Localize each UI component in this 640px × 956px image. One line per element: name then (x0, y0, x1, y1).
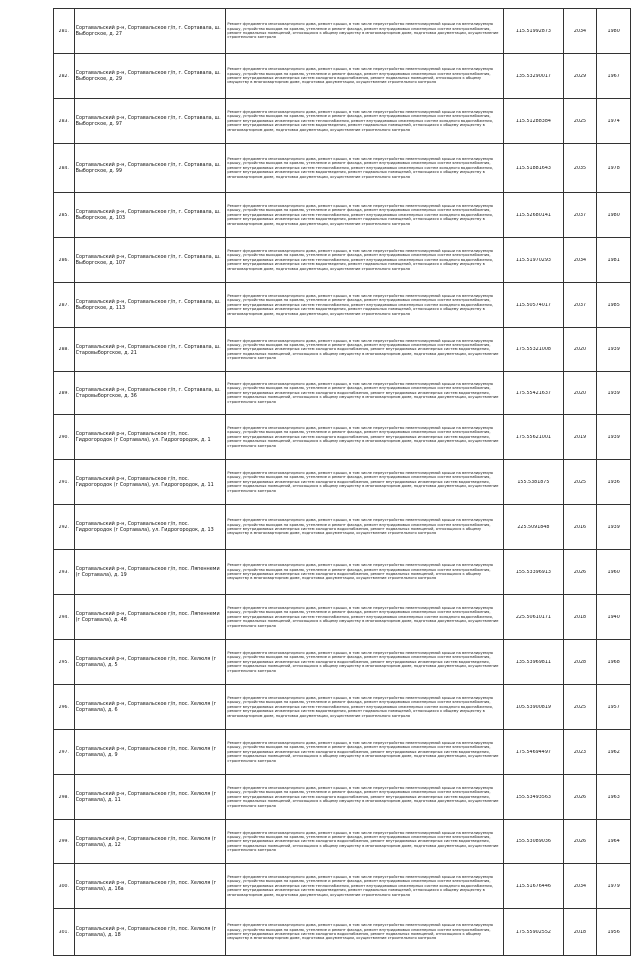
row-address-text: Сортавальский р-н, Сортавальское г/п, г. Сортавала, ш. Выборгское, д. 103 (75, 209, 221, 221)
row-address-text: Сортавальский р-н, Сортавальское г/п, пос. Гидрогородок (г Сортавала), ул. Гидрогородок, д. 1 (75, 431, 211, 443)
row-cost-text: 115.51288384 (515, 118, 551, 124)
row-cost (504, 775, 564, 820)
table-row (54, 460, 631, 505)
row-address (74, 9, 226, 54)
row-built-year-text: 1968 (607, 659, 620, 665)
row-cost (504, 595, 564, 640)
row-address-text: Сортавальский р-н, Сортавальское г/п, г. Сортавала, ш. Выборгское, д. 107 (75, 254, 221, 266)
row-planned-year (563, 460, 597, 505)
row-address (74, 550, 226, 595)
table-row (54, 730, 631, 775)
row-cost (504, 144, 564, 193)
row-number-text: 289. (58, 390, 69, 396)
row-built-year-text: 1974 (607, 118, 620, 124)
row-cost-text: 225.5091848 (517, 524, 550, 530)
row-works-text: Ремонт фундамента многоквартирного дома, ремонт крыши, в том числе переустройство невентилируемой крыши на вентилируемую крышу, устройство выходов на кровлю, утепление и ремонт фасада, ремонт внутридомовых инженерных систем электроснабжения, ремонт внутридомовых инженерных систем теплоснабжения, ремонт внутридомовых инженерных систем холодного водоснабжения, ремонт внутридомовых инженерных систем водоотведения, ремонт подвальных помещений, относящихся к общему имуществу в многоквартирном доме, подготовка документации, осуществление строительного контроля (227, 294, 494, 316)
row-cost (504, 640, 564, 685)
row-built-year (597, 238, 631, 283)
row-built-year-text: 1939 (607, 434, 620, 440)
row-planned-year-text: 2028 (573, 659, 587, 665)
row-cost-text: 155.53396913 (515, 569, 551, 575)
row-planned-year (563, 820, 597, 864)
row-address-text: Сортавальский р-н, Сортавальское г/п, г. Сортавала, ш. Выборгское, д. 97 (75, 115, 221, 127)
row-built-year (597, 820, 631, 864)
row-number-text: 294. (58, 614, 69, 620)
row-number (54, 460, 75, 505)
row-works-text: Ремонт фундамента многоквартирного дома, ремонт крыши, в том числе переустройство невентилируемой крыши на вентилируемую крышу, устройство выходов на кровлю, утепление и ремонт фасада, ремонт внутридомовых инженерных систем электроснабжения, ремонт внутридомовых инженерных систем теплоснабжения, ремонт внутридомовых инженерных систем холодного водоснабжения, ремонт внутридомовых инженерных систем водоотведения, ремонт подвальных помещений, относящихся к общему имуществу в многоквартирном доме, подготовка документации, осуществление строительного контроля (227, 875, 494, 897)
row-cost (504, 238, 564, 283)
row-works-text: Ремонт фундамента многоквартирного дома, ремонт крыши, в том числе переустройство невентилируемой крыши на вентилируемую крышу, устройство выходов на кровлю, утепление и ремонт фасада, ремонт внутридомовых инженерных систем электроснабжения, ремонт внутридомовых инженерных систем холодного водоснабжения, ремонт подвальных помещений, относящихся к общему имуществу в многоквартирном доме, подготовка документации, осуществление строительного контроля (227, 518, 494, 536)
row-planned-year-text: 2018 (573, 614, 587, 620)
table-row (54, 54, 631, 99)
row-cost-text: 115.51881643 (515, 165, 551, 171)
row-planned-year-text: 2026 (573, 839, 587, 844)
row-number-text: 300. (58, 883, 69, 889)
row-number-text: 287. (58, 302, 69, 308)
row-works (226, 505, 504, 550)
table-row (54, 193, 631, 238)
row-planned-year (563, 685, 597, 730)
row-cost (504, 193, 564, 238)
row-cost (504, 54, 564, 99)
table-row (54, 505, 631, 550)
row-planned-year-text: 2025 (573, 479, 587, 485)
row-cost-text: 135.53969811 (515, 659, 551, 665)
row-cost-text: 175.55321008 (515, 347, 551, 352)
row-cost-text: 105.53900819 (515, 704, 551, 710)
row-works (226, 415, 504, 460)
row-built-year-text: 1981 (607, 257, 620, 263)
row-address-text: Сортавальский р-н, Сортавальское г/п, г. Сортавала, ш. Выборгское, д. 29 (75, 70, 221, 82)
row-built-year (597, 99, 631, 144)
row-built-year (597, 415, 631, 460)
row-works (226, 460, 504, 505)
table-row (54, 640, 631, 685)
row-works-text: Ремонт фундамента многоквартирного дома, ремонт крыши, в том числе переустройство невентилируемой крыши на вентилируемую крышу, устройство выходов на кровлю, утепление и ремонт фасада, ремонт внутридомовых инженерных систем электроснабжения, ремонт внутридомовых инженерных систем теплоснабжения, ремонт внутридомовых инженерных систем холодного водоснабжения, ремонт подвальных помещений, относящихся к общему имуществу в многоквартирном доме, подготовка документации, осуществление строительного контроля (227, 606, 499, 628)
row-address-text: Сортавальский р-н, Сортавальское г/п, г. Сортавала, ш. Выборгское, д. 113 (75, 299, 221, 311)
table-row (54, 372, 631, 415)
row-works (226, 283, 504, 328)
row-built-year-text: 1939 (607, 347, 620, 352)
row-address-text: Сортавальский р-н, Сортавальское г/п, г. Сортавала, ш. Старовыборгское, д. 21 (75, 343, 221, 356)
row-address (74, 640, 226, 685)
row-address (74, 328, 226, 372)
row-number (54, 685, 75, 730)
row-works-text: Ремонт фундамента многоквартирного дома, ремонт крыши, в том числе переустройство невентилируемой крыши на вентилируемую крышу, устройство выходов на кровлю, утепление и ремонт фасада, ремонт внутридомовых инженерных систем электроснабжения, ремонт внутридомовых инженерных систем холодного водоснабжения, ремонт внутридомовых инженерных систем водоотведения, ремонт подвальных помещений, относящихся к общему имуществу в многоквартирном доме, подготовка документации, осуществление строительного контроля (227, 382, 499, 404)
row-number (54, 820, 75, 864)
row-planned-year (563, 730, 597, 775)
table-row (54, 238, 631, 283)
row-number (54, 54, 75, 99)
row-built-year-text: 1957 (607, 704, 620, 710)
row-works (226, 640, 504, 685)
row-cost-text: 175.55621001 (515, 434, 551, 440)
row-works-text: Ремонт фундамента многоквартирного дома, ремонт крыши, в том числе переустройство невентилируемой крыши на вентилируемую крышу, устройство выходов на кровлю, утепление и ремонт фасада, ремонт внутридомовых инженерных систем электроснабжения, ремонт внутридомовых инженерных систем холодного водоснабжения, ремонт внутридомовых инженерных систем водоотведения, ремонт подвальных помещений, относящихся к общему имуществу в многоквартирном доме, подготовка документации, осуществление строительного контроля (227, 741, 499, 763)
capital-repair-table (53, 8, 631, 956)
row-built-year (597, 640, 631, 685)
row-address (74, 415, 226, 460)
row-planned-year (563, 505, 597, 550)
row-cost (504, 460, 564, 505)
row-cost-text: 175.54694497 (515, 749, 551, 755)
row-built-year (597, 864, 631, 909)
row-number (54, 505, 75, 550)
row-planned-year (563, 864, 597, 909)
row-cost-text: 115.51970293 (515, 257, 551, 263)
table-row (54, 909, 631, 956)
row-planned-year-text: 2020 (573, 390, 587, 396)
row-planned-year (563, 193, 597, 238)
row-built-year (597, 909, 631, 956)
row-cost-text: 225.50610171 (515, 614, 551, 620)
row-works (226, 372, 504, 415)
row-address (74, 730, 226, 775)
row-number (54, 99, 75, 144)
row-works (226, 595, 504, 640)
row-number (54, 909, 75, 956)
row-cost-text: 115.50574017 (515, 302, 551, 308)
row-address (74, 54, 226, 99)
row-works (226, 864, 504, 909)
row-address (74, 685, 226, 730)
row-built-year (597, 595, 631, 640)
row-number (54, 9, 75, 54)
row-works-text: Ремонт фундамента многоквартирного дома, ремонт крыши, в том числе переустройство невентилируемой крыши на вентилируемую крышу, устройство выходов на кровлю, утепление и ремонт фасада, ремонт внутридомовых инженерных систем электроснабжения, ремонт внутридомовых инженерных систем теплоснабжения, ремонт внутридомовых инженерных систем холодного водоснабжения, ремонт внутридомовых инженерных систем водоотведения, ремонт подвальных помещений, относящихся к общему имуществу в многоквартирном доме, подготовка документации, осуществление строительного контроля (227, 110, 494, 132)
table-row (54, 415, 631, 460)
row-built-year-text: 1939 (607, 390, 620, 396)
row-cost (504, 283, 564, 328)
row-number-text: 291. (58, 479, 69, 485)
row-number (54, 864, 75, 909)
row-works (226, 144, 504, 193)
row-built-year (597, 550, 631, 595)
row-works-text: Ремонт фундамента многоквартирного дома, ремонт крыши, в том числе переустройство невентилируемой крыши на вентилируемую крышу, устройство выходов на кровлю, утепление и ремонт фасада, ремонт внутридомовых инженерных систем электроснабжения, ремонт внутридомовых инженерных систем холодного водоснабжения, ремонт подвальных помещений, относящихся к общему имуществу в многоквартирном доме, подготовка документации, осуществление строительного контроля (227, 923, 494, 941)
row-cost (504, 505, 564, 550)
row-works-text: Ремонт фундамента многоквартирного дома, ремонт крыши, в том числе переустройство невентилируемой крыши на вентилируемую крышу, устройство выходов на кровлю, утепление и ремонт фасада, ремонт внутридомовых инженерных систем электроснабжения, ремонт внутридомовых инженерных систем теплоснабжения, ремонт внутридомовых инженерных систем холодного водоснабжения, ремонт внутридомовых инженерных систем водоотведения, ремонт подвальных помещений, относящихся к общему имуществу в многоквартирном доме, подготовка документации, осуществление строительного контроля (227, 249, 494, 271)
row-number (54, 595, 75, 640)
row-planned-year-text: 2023 (573, 749, 587, 755)
row-planned-year-text: 2034 (573, 257, 587, 263)
row-built-year-text: 1962 (607, 749, 620, 755)
table-row (54, 283, 631, 328)
row-number (54, 144, 75, 193)
row-cost (504, 9, 564, 54)
row-cost-text: 155.53493563 (515, 794, 551, 800)
row-address-text: Сортавальский р-н, Сортавальское г/п, пос. Гидрогородок (г Сортавала), ул. Гидрогородок, д. 11 (75, 476, 214, 488)
row-planned-year-text: 2034 (573, 28, 587, 34)
row-works-text: Ремонт фундамента многоквартирного дома, ремонт крыши, в том числе переустройство невентилируемой крыши на вентилируемую крышу, устройство выходов на кровлю, утепление и ремонт фасада, ремонт внутридомовых инженерных систем электроснабжения, ремонт внутридомовых инженерных систем теплоснабжения, ремонт внутридомовых инженерных систем холодного водоснабжения, ремонт внутридомовых инженерных систем водоотведения, ремонт подвальных помещений, относящихся к общему имуществу в многоквартирном доме, подготовка документации, осуществление строительного контроля (227, 157, 494, 179)
row-address-text: Сортавальский р-н, Сортавальское г/п, пос. Хелюля (г Сортавала), д. 18 (75, 926, 217, 938)
table-row (54, 775, 631, 820)
row-address (74, 820, 226, 864)
row-cost (504, 415, 564, 460)
row-works (226, 99, 504, 144)
row-planned-year-text: 2037 (573, 212, 587, 218)
row-built-year-text: 1967 (607, 73, 620, 79)
row-built-year (597, 328, 631, 372)
row-planned-year-text: 2037 (573, 302, 587, 308)
row-built-year (597, 775, 631, 820)
row-works (226, 909, 504, 956)
row-number-text: 295. (58, 659, 69, 665)
row-built-year (597, 460, 631, 505)
table-row (54, 144, 631, 193)
row-works (226, 730, 504, 775)
table-row (54, 550, 631, 595)
row-planned-year-text: 2025 (573, 704, 587, 710)
row-number-text: 292. (58, 524, 69, 530)
row-works (226, 550, 504, 595)
row-number (54, 283, 75, 328)
row-number-text: 282. (58, 73, 69, 79)
row-cost (504, 909, 564, 956)
row-cost (504, 372, 564, 415)
row-cost-text: 175.55902552 (515, 929, 551, 935)
row-cost-text: 115.51676446 (515, 883, 551, 889)
row-address-text: Сортавальский р-н, Сортавальское г/п, г. Сортавала, ш. Старовыборгское, д. 36 (75, 387, 221, 399)
row-number-text: 285. (58, 212, 69, 218)
row-address-text: Сортавальский р-н, Сортавальское г/п, пос. Ляпеннеми (г Сортавала), д. 19 (75, 566, 220, 578)
row-address-text: Сортавальский р-н, Сортавальское г/п, пос. Гидрогородок (г Сортавала), ул. Гидрогородок, д. 13 (75, 521, 214, 533)
row-number-text: 284. (58, 165, 69, 171)
row-address (74, 283, 226, 328)
row-cost-text: 115.52680141 (515, 212, 551, 218)
row-built-year-text: 1936 (607, 479, 620, 485)
row-planned-year-text: 2035 (573, 165, 587, 171)
row-planned-year (563, 283, 597, 328)
row-built-year-text: 1956 (607, 929, 620, 935)
row-works (226, 238, 504, 283)
row-built-year-text: 1980 (607, 28, 620, 34)
row-built-year (597, 372, 631, 415)
row-cost (504, 820, 564, 864)
row-number-text: 301. (58, 929, 69, 935)
row-planned-year (563, 909, 597, 956)
row-number (54, 640, 75, 685)
row-planned-year-text: 2020 (573, 347, 587, 352)
row-planned-year-text: 2018 (573, 929, 587, 935)
row-planned-year (563, 144, 597, 193)
table-row (54, 99, 631, 144)
row-cost-text: 175.55421637 (515, 390, 551, 396)
row-address (74, 775, 226, 820)
row-address-text: Сортавальский р-н, Сортавальское г/п, пос. Хелюля (г Сортавала), д. 5 (75, 656, 217, 668)
row-address-text: Сортавальский р-н, Сортавальское г/п, пос. Ляпеннеми (г Сортавала), д. 48 (75, 611, 220, 623)
table-row (54, 820, 631, 864)
row-cost-text: 155.53089036 (515, 839, 551, 844)
row-planned-year-text: 2016 (573, 524, 587, 530)
table-row (54, 864, 631, 909)
row-address-text: Сортавальский р-н, Сортавальское г/п, пос. Хелюля (г Сортавала), д. 9 (75, 746, 217, 758)
row-number-text: 297. (58, 749, 69, 755)
row-built-year-text: 1980 (607, 212, 620, 218)
row-number (54, 415, 75, 460)
row-number (54, 328, 75, 372)
table-row (54, 9, 631, 54)
row-works-text: Ремонт фундамента многоквартирного дома, ремонт крыши, в том числе переустройство невентилируемой крыши на вентилируемую крышу, устройство выходов на кровлю, утепление и ремонт фасада, ремонт внутридомовых инженерных систем электроснабжения, ремонт внутридомовых инженерных систем холодного водоснабжения, ремонт внутридомовых инженерных систем водоотведения, ремонт подвальных помещений, относящихся к общему имуществу в многоквартирном доме, подготовка документации, осуществление строительного контроля (227, 830, 499, 853)
row-number-text: 296. (58, 704, 69, 710)
row-address (74, 505, 226, 550)
row-address (74, 193, 226, 238)
row-built-year (597, 144, 631, 193)
row-planned-year (563, 238, 597, 283)
row-planned-year (563, 9, 597, 54)
row-number (54, 775, 75, 820)
row-address (74, 909, 226, 956)
row-works-text: Ремонт фундамента многоквартирного дома, ремонт крыши, в том числе переустройство невентилируемой крыши на вентилируемую крышу, устройство выходов на кровлю, утепление и ремонт фасада, ремонт внутридомовых инженерных систем электроснабжения, ремонт подвальных помещений, относящихся к общему имуществу в многоквартирном доме, подготовка документации, осуществление строительного контроля (227, 22, 499, 40)
row-planned-year-text: 2034 (573, 883, 587, 889)
row-built-year-text: 1963 (607, 794, 620, 800)
row-built-year-text: 1979 (607, 883, 620, 889)
row-address (74, 595, 226, 640)
row-built-year (597, 730, 631, 775)
table-row (54, 595, 631, 640)
row-address-text: Сортавальский р-н, Сортавальское г/п, пос. Хелюля (г Сортавала), д. 6 (75, 701, 217, 713)
row-address (74, 864, 226, 909)
row-number (54, 730, 75, 775)
row-number-text: 281. (58, 28, 69, 34)
row-works (226, 820, 504, 864)
row-address (74, 99, 226, 144)
row-works-text: Ремонт фундамента многоквартирного дома, ремонт крыши, в том числе переустройство невентилируемой крыши на вентилируемую крышу, устройство выходов на кровлю, утепление и ремонт фасада, ремонт внутридомовых инженерных систем электроснабжения, ремонт внутридомовых инженерных систем холодного водоснабжения, ремонт внутридомовых инженерных систем водоотведения, ремонт подвальных помещений, относящихся к общему имуществу в многоквартирном доме, подготовка документации, осуществление строительного контроля (227, 471, 499, 493)
row-planned-year (563, 372, 597, 415)
row-address (74, 238, 226, 283)
row-planned-year-text: 2026 (573, 794, 587, 800)
row-built-year-text: 1978 (607, 165, 620, 171)
row-number (54, 550, 75, 595)
row-works-text: Ремонт фундамента многоквартирного дома, ремонт крыши, в том числе переустройство невентилируемой крыши на вентилируемую крышу, устройство выходов на кровлю, утепление и ремонт фасада, ремонт внутридомовых инженерных систем электроснабжения, ремонт внутридомовых инженерных систем теплоснабжения, ремонт внутридомовых инженерных систем холодного водоснабжения, ремонт внутридомовых инженерных систем водоотведения, ремонт подвальных помещений, относящихся к общему имуществу в многоквартирном доме, подготовка документации, осуществление строительного контроля (227, 204, 494, 226)
row-address-text: Сортавальский р-н, Сортавальское г/п, пос. Хелюля (г Сортавала), д. 11 (75, 791, 217, 803)
row-address-text: Сортавальский р-н, Сортавальское г/п, пос. Хелюля (г Сортавала), д. 16а (75, 880, 217, 892)
row-cost (504, 328, 564, 372)
row-planned-year-text: 2025 (573, 118, 587, 124)
row-number-text: 283. (58, 118, 69, 124)
row-works (226, 193, 504, 238)
row-address-text: Сортавальский р-н, Сортавальское г/п, г. Сортавала, ш. Выборгское, д. 99 (75, 162, 221, 174)
row-number-text: 293. (58, 569, 69, 575)
row-cost (504, 685, 564, 730)
row-planned-year (563, 595, 597, 640)
row-planned-year (563, 54, 597, 99)
row-number (54, 193, 75, 238)
row-number-text: 288. (58, 347, 69, 352)
row-cost-text: 115.51992873 (515, 28, 551, 34)
row-planned-year (563, 640, 597, 685)
row-works (226, 685, 504, 730)
row-planned-year (563, 328, 597, 372)
row-built-year (597, 9, 631, 54)
row-cost-text: 155.5381875 (517, 479, 550, 485)
row-works-text: Ремонт фундамента многоквартирного дома, ремонт крыши, в том числе переустройство невентилируемой крыши на вентилируемую крышу, устройство выходов на кровлю, утепление и ремонт фасада, ремонт внутридомовых инженерных систем электроснабжения, ремонт внутридомовых инженерных систем теплоснабжения, ремонт внутридомовых инженерных систем холодного водоснабжения, ремонт внутридомовых инженерных систем водоотведения, ремонт подвальных помещений, относящихся к общему имуществу в многоквартирном доме, подготовка документации, осуществление строительного контроля (227, 696, 494, 718)
row-cost (504, 550, 564, 595)
row-works-text: Ремонт фундамента многоквартирного дома, ремонт крыши, в том числе переустройство невентилируемой крыши на вентилируемую крышу, устройство выходов на кровлю, утепление и ремонт фасада, ремонт внутридомовых инженерных систем электроснабжения, ремонт внутридомовых инженерных систем холодного водоснабжения, ремонт внутридомовых инженерных систем водоотведения, ремонт подвальных помещений, относящихся к общему имуществу в многоквартирном доме, подготовка документации, осуществление строительного контроля (227, 426, 499, 448)
table-row (54, 685, 631, 730)
row-built-year-text: 1940 (607, 614, 620, 620)
row-number (54, 372, 75, 415)
row-works-text: Ремонт фундамента многоквартирного дома, ремонт крыши, в том числе переустройство невентилируемой крыши на вентилируемую крышу, устройство выходов на кровлю, утепление и ремонт фасада, ремонт внутридомовых инженерных систем электроснабжения, ремонт внутридомовых инженерных систем холодного водоснабжения, ремонт внутридомовых инженерных систем водоотведения, ремонт подвальных помещений, относящихся к общему имуществу в многоквартирном доме, подготовка документации, осуществление строительного контроля (227, 338, 499, 361)
row-cost (504, 730, 564, 775)
row-address-text: Сортавальский р-н, Сортавальское г/п, г. Сортавала, ш. Выборгское, д. 27 (75, 25, 221, 37)
row-built-year (597, 685, 631, 730)
row-works-text: Ремонт фундамента многоквартирного дома, ремонт крыши, в том числе переустройство невентилируемой крыши на вентилируемую крышу, устройство выходов на кровлю, утепление и ремонт фасада, ремонт внутридомовых инженерных систем электроснабжения, ремонт внутридомовых инженерных систем холодного водоснабжения, ремонт подвальных помещений, относящихся к общему имуществу в многоквартирном доме, подготовка документации, осуществление строительного контроля (227, 563, 494, 581)
row-number (54, 238, 75, 283)
table-body (54, 9, 631, 956)
row-planned-year (563, 775, 597, 820)
row-built-year (597, 54, 631, 99)
row-built-year-text: 1985 (607, 302, 620, 308)
row-address (74, 372, 226, 415)
row-address (74, 460, 226, 505)
row-built-year (597, 505, 631, 550)
row-planned-year-text: 2019 (573, 434, 587, 440)
table-row (54, 328, 631, 372)
row-address (74, 144, 226, 193)
row-number-text: 299. (58, 839, 69, 844)
row-built-year-text: 1964 (607, 839, 620, 844)
row-cost-text: 135.53290017 (515, 73, 551, 79)
row-works (226, 775, 504, 820)
row-built-year (597, 283, 631, 328)
row-works-text: Ремонт фундамента многоквартирного дома, ремонт крыши, в том числе переустройство невентилируемой крыши на вентилируемую крышу, устройство выходов на кровлю, утепление и ремонт фасада, ремонт внутридомовых инженерных систем электроснабжения, ремонт внутридомовых инженерных систем холодного водоснабжения, ремонт внутридомовых инженерных систем водоотведения, ремонт подвальных помещений, относящихся к общему имуществу в многоквартирном доме, подготовка документации, осуществление строительного контроля (227, 651, 499, 673)
row-planned-year (563, 550, 597, 595)
row-cost (504, 99, 564, 144)
row-built-year-text: 1960 (607, 569, 620, 575)
row-number-text: 286. (58, 257, 69, 263)
row-built-year (597, 193, 631, 238)
row-works-text: Ремонт фундамента многоквартирного дома, ремонт крыши, в том числе переустройство невентилируемой крыши на вентилируемую крышу, устройство выходов на кровлю, утепление и ремонт фасада, ремонт внутридомовых инженерных систем электроснабжения, ремонт внутридомовых инженерных систем холодного водоснабжения, ремонт подвальных помещений, относящихся к общему имуществу в многоквартирном доме, подготовка документации, осуществление строительного контроля (227, 67, 494, 85)
row-works-text: Ремонт фундамента многоквартирного дома, ремонт крыши, в том числе переустройство невентилируемой крыши на вентилируемую крышу, устройство выходов на кровлю, утепление и ремонт фасада, ремонт внутридомовых инженерных систем электроснабжения, ремонт внутридомовых инженерных систем холодного водоснабжения, ремонт внутридомовых инженерных систем водоотведения, ремонт подвальных помещений, относящихся к общему имуществу в многоквартирном доме, подготовка документации, осуществление строительного контроля (227, 786, 499, 808)
row-planned-year-text: 2026 (573, 569, 587, 575)
row-works (226, 9, 504, 54)
row-planned-year (563, 99, 597, 144)
row-planned-year-text: 2029 (573, 73, 587, 79)
row-number-text: 290. (58, 434, 69, 440)
row-planned-year (563, 415, 597, 460)
row-built-year-text: 1939 (607, 524, 620, 530)
row-works (226, 54, 504, 99)
row-cost (504, 864, 564, 909)
row-works (226, 328, 504, 372)
row-address-text: Сортавальский р-н, Сортавальское г/п, пос. Хелюля (г Сортавала), д. 12 (75, 835, 217, 848)
row-number-text: 298. (58, 794, 69, 800)
